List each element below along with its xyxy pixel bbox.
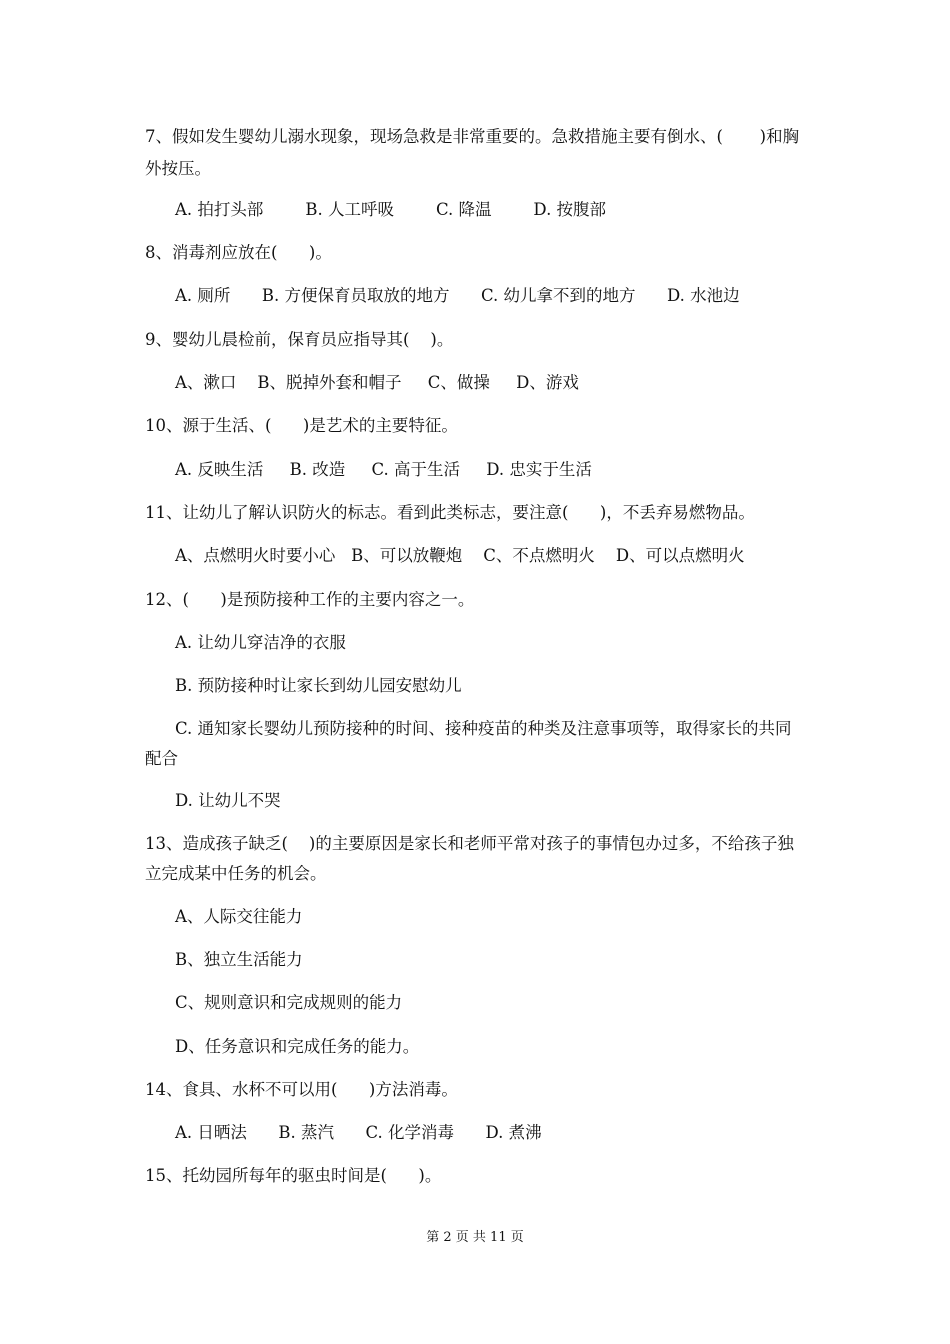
question-13-option-b: B、独立生活能力 [175, 950, 303, 969]
question-13-text: 13、造成孩子缺乏( )的主要原因是家长和老师平常对孩子的事情包办过多，不给孩子独 [145, 834, 794, 853]
question-12-option-b: B. 预防接种时让家长到幼儿园安慰幼儿 [175, 676, 462, 695]
question-9-text: 9、婴幼儿晨检前，保育员应指导其( )。 [145, 330, 454, 349]
question-12-option-c-cont: 配合 [145, 749, 178, 768]
question-9-options: A、漱口 B、脱掉外套和帽子 C、做操 D、游戏 [175, 373, 579, 392]
question-12-option-d: D. 让幼儿不哭 [175, 791, 281, 810]
question-11-options: A、点燃明火时要小心 B、可以放鞭炮 C、不点燃明火 D、可以点燃明火 [175, 546, 745, 565]
question-11-text: 11、让幼儿了解认识防火的标志。看到此类标志，要注意( )，不丢弃易燃物品。 [145, 503, 755, 522]
question-14-text: 14、食具、水杯不可以用( )方法消毒。 [145, 1080, 458, 1099]
question-7-text: 7、假如发生婴幼儿溺水现象，现场急救是非常重要的。急救措施主要有倒水、( )和胸 [145, 127, 800, 146]
question-8-text: 8、消毒剂应放在( )。 [145, 243, 332, 262]
question-13-text-cont: 立完成某中任务的机会。 [145, 864, 327, 883]
question-15-text: 15、托幼园所每年的驱虫时间是( )。 [145, 1166, 442, 1185]
question-13-option-c: C、规则意识和完成规则的能力 [175, 993, 403, 1012]
question-8-options: A. 厕所 B. 方便保育员取放的地方 C. 幼儿拿不到的地方 D. 水池边 [175, 286, 740, 305]
question-10-text: 10、源于生活、( )是艺术的主要特征。 [145, 416, 458, 435]
page-number-footer: 第 2 页 共 11 页 [426, 1230, 524, 1245]
question-13-option-d: D、任务意识和完成任务的能力。 [175, 1037, 420, 1056]
question-14-options: A. 日晒法 B. 蒸汽 C. 化学消毒 D. 煮沸 [175, 1123, 542, 1142]
question-13-option-a: A、人际交往能力 [175, 907, 303, 926]
question-12-option-c: C. 通知家长婴幼儿预防接种的时间、接种疫苗的种类及注意事项等，取得家长的共同 [175, 719, 792, 738]
question-10-options: A. 反映生活 B. 改造 C. 高于生活 D. 忠实于生活 [175, 460, 592, 479]
question-7-options: A. 拍打头部 B. 人工呼吸 C. 降温 D. 按腹部 [175, 200, 607, 219]
question-7-text-cont: 外按压。 [145, 159, 211, 178]
question-12-option-a: A. 让幼儿穿洁净的衣服 [175, 633, 346, 652]
question-12-text: 12、( )是预防接种工作的主要内容之一。 [145, 590, 475, 609]
